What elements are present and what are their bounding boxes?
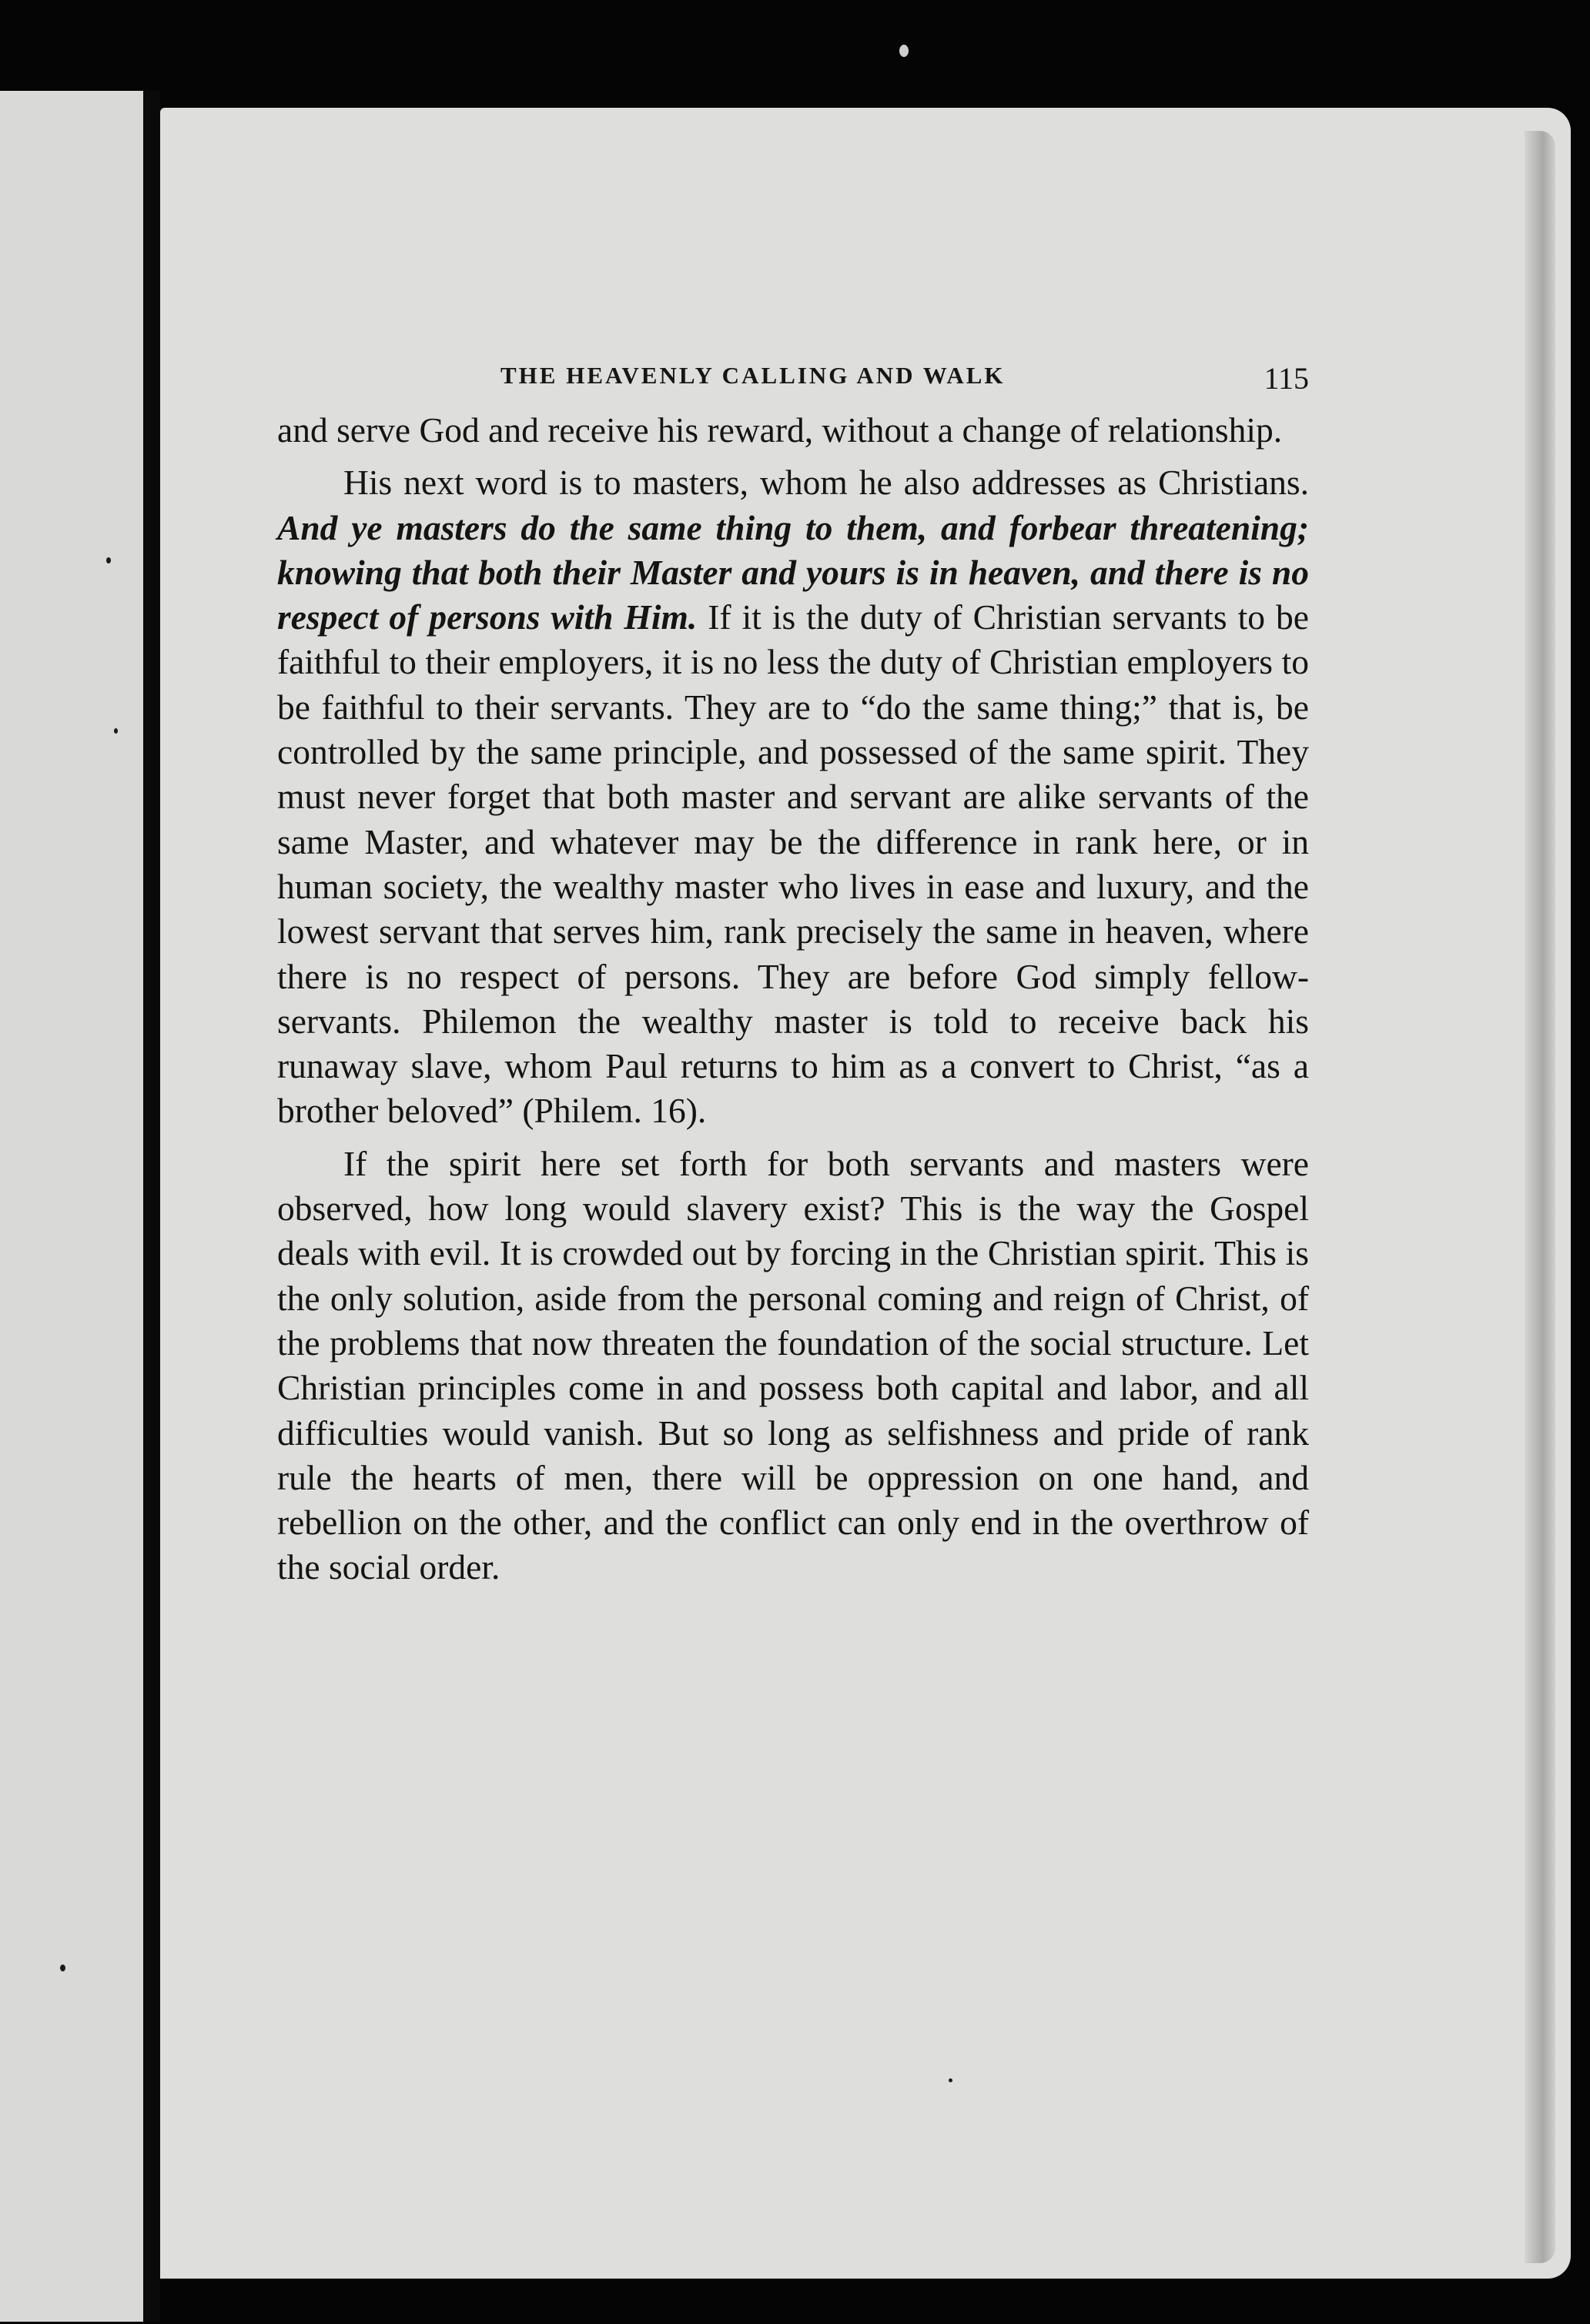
running-title: THE HEAVENLY CALLING AND WALK (500, 362, 1006, 389)
scripture-quote: And ye masters do the same thing to them, and forbear threatening; knowing that both their Master and yours is in heaven, and there is no respect of persons with Him. (277, 507, 1309, 637)
ink-speck (899, 45, 909, 57)
book-spine (143, 91, 160, 2322)
paragraph-text: and serve God and receive his reward, without a change of relationship. (277, 410, 1283, 450)
facing-page-edge (0, 91, 143, 2322)
paragraph-2 (277, 460, 1309, 1133)
ink-speck (949, 2078, 952, 2082)
ink-speck (114, 728, 118, 734)
paragraph-text: If it is the duty of Christian servants to be faithful to their employers, it is no less the duty of Christian employers to be faithful to their servants. They are to “do the same thing;” that is, be controlled by the same principle, and possessed of the same spirit. They must never forget that both master and servant are alike servants of the same Master, and whatever may be the difference in rank here, or in human society, the wealthy master who lives in ease and luxury, and the lowest servant that serves him, rank precisely the same in heaven, where there is no respect of persons. They are before God simply fellow-servants. Philemon the wealthy master is told to receive back his runaway slave, whom Paul returns to him as a convert to Christ, “as a brother beloved” (Philem. 16). (277, 597, 1309, 1131)
paragraph-text: His next word is to masters, whom he also addresses as Christians. (343, 463, 1309, 503)
page-fore-edge (1525, 131, 1555, 2263)
paragraph-text: If the spirit here set forth for both servants and masters were observed, how long would slavery exist? This is the way the Gospel deals with evil. It is crowded out by forcing in the Christian spirit. This is the only solution, aside from the personal coming and reign of Christ, of the problems that now threaten the foundation of the social structure. Let Christian principles come in and possess both capital and labor, and all difficulties would vanish. But so long as selfishness and pride of rank rule the hearts of men, there will be oppression on one hand, and rebellion on the other, and the conflict can only end in the overthrow of the social order. (277, 1143, 1309, 1587)
page-number: 115 (1264, 361, 1309, 396)
page-header (500, 362, 1309, 400)
paragraph-1 (277, 408, 1309, 453)
ink-speck (60, 1965, 65, 1971)
ink-speck (106, 557, 111, 563)
paragraph-3 (277, 1142, 1309, 1590)
body-text (277, 408, 1309, 1590)
